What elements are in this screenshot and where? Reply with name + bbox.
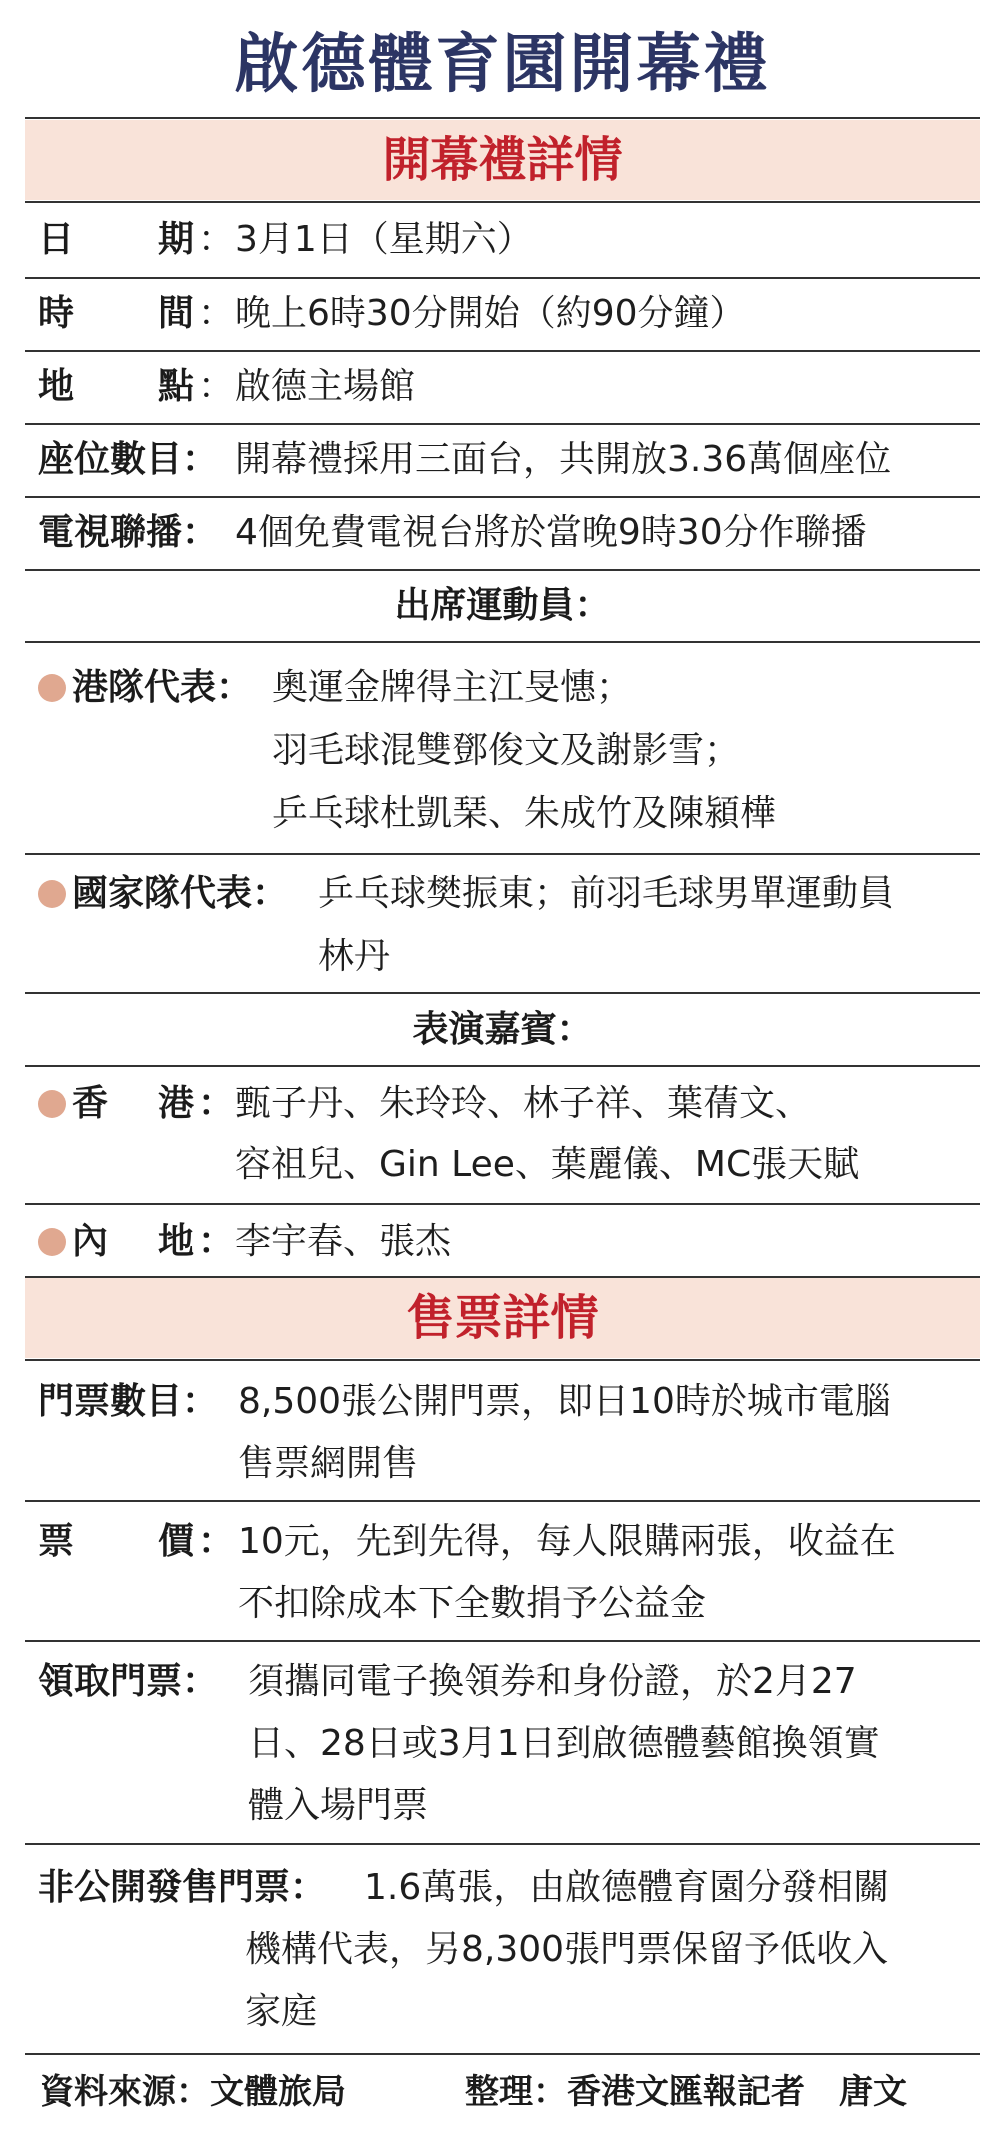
nonpublic-tickets-label: 非公開發售門票： [38, 1867, 327, 1908]
broadcast-label: 電視聯播： [38, 512, 219, 553]
seats-label: 座位數目： [38, 439, 219, 480]
hk-performers-line: 容祖兒、Gin Lee、葉麗儀、MC張天賦 [235, 1144, 860, 1185]
bullet-dot [38, 880, 66, 908]
ticket-collect-line: 日、28日或3月1日到啟德體藝館換領實 [248, 1723, 880, 1764]
athletes-heading: 出席運動員： [394, 585, 611, 626]
divider [25, 1065, 980, 1067]
ticket-collect-line: 體入場門票 [248, 1785, 429, 1826]
divider [25, 853, 980, 855]
divider [25, 350, 980, 352]
bullet-dot [38, 1228, 66, 1256]
divider [25, 569, 980, 571]
hk-team-label: 港隊代表： [38, 656, 252, 720]
divider [25, 117, 980, 119]
ticket-price-line: 不扣除成本下全數捐予公益金 [238, 1583, 707, 1624]
divider [25, 1843, 980, 1845]
hk-team-line: 奧運金牌得主江旻憓； [272, 667, 633, 708]
ceremony-heading: 開幕禮詳情 [25, 120, 980, 200]
broadcast-value: 4個免費電視台將於當晚9時30分作聯播 [235, 512, 867, 553]
divider [25, 2053, 980, 2055]
bullet-dot [38, 1090, 66, 1118]
nonpublic-tickets-line: 機構代表，另8,300張門票保留予低收入 [245, 1929, 889, 1970]
ticket-price-line: 10元，先到先得，每人限購兩張，收益在 [238, 1521, 896, 1562]
national-team-line: 林丹 [318, 936, 391, 977]
nonpublic-tickets-line: 1.6萬張，由啟德體育園分發相關 [364, 1867, 890, 1908]
seats-value: 開幕禮採用三面台，共開放3.36萬個座位 [235, 439, 892, 480]
venue-value: 啟德主場館 [235, 366, 416, 407]
divider [25, 277, 980, 279]
divider [25, 201, 980, 203]
page-title: 啟德體育園開幕禮 [234, 28, 771, 102]
hk-team-line: 乒乓球杜凱琹、朱成竹及陳潁樺 [272, 793, 777, 834]
bullet-dot [38, 674, 66, 702]
ticket-count-line: 售票網開售 [238, 1443, 419, 1484]
ticket-collect-line: 須攜同電子換領券和身份證，於2月27 [248, 1661, 857, 1702]
divider [25, 423, 980, 425]
tickets-heading: 售票詳情 [25, 1278, 980, 1358]
date-value: 3月1日（星期六） [235, 219, 533, 260]
divider [25, 992, 980, 994]
divider [25, 641, 980, 643]
performers-heading: 表演嘉賓： [412, 1009, 593, 1050]
divider [25, 1640, 980, 1642]
national-team-label: 國家隊代表： [38, 862, 288, 926]
divider [25, 1500, 980, 1502]
source-credit: 資料來源：文體旅局 [40, 2072, 346, 2112]
national-team-line: 乒乓球樊振東；前羽毛球男單運動員 [318, 873, 895, 914]
ticket-collect-label: 領取門票： [38, 1661, 219, 1702]
divider [25, 496, 980, 498]
hk-performers-line: 甄子丹、朱玲玲、林子祥、葉蒨文、 [235, 1083, 812, 1124]
divider [25, 1359, 980, 1361]
nonpublic-tickets-line: 家庭 [245, 1991, 318, 2032]
compiled-credit: 整理：香港文匯報記者 唐文 [465, 2072, 907, 2112]
ticket-count-label: 門票數目： [38, 1381, 219, 1422]
ticket-count-line: 8,500張公開門票，即日10時於城市電腦 [238, 1381, 891, 1422]
hk-team-line: 羽毛球混雙鄧俊文及謝影雪； [272, 730, 741, 771]
mainland-performers-line: 李宇春、張杰 [235, 1221, 452, 1262]
divider [25, 1203, 980, 1205]
time-value: 晚上6時30分開始（約90分鐘） [235, 293, 746, 334]
